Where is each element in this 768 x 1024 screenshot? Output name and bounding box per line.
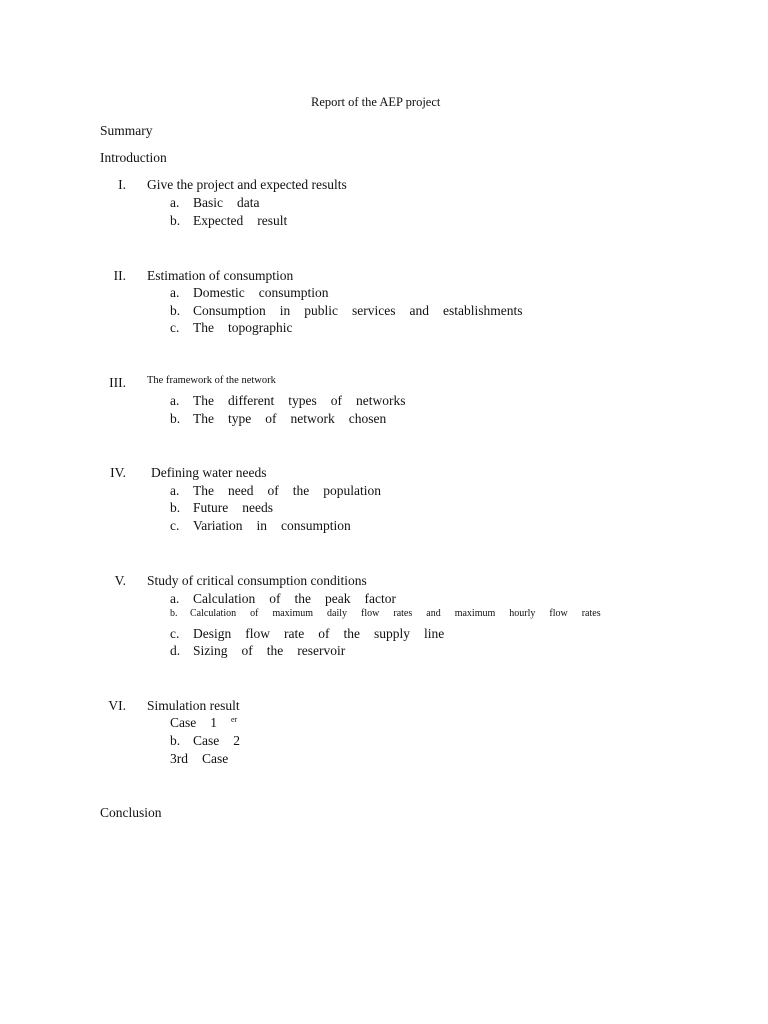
list-marker: b.: [170, 733, 181, 748]
list-marker: a.: [170, 591, 180, 606]
list-item: Calculation of the peak factor: [193, 591, 396, 606]
list-item: Consumption in public services and establishments: [193, 303, 523, 318]
list-item: Basic data: [193, 195, 260, 210]
list-marker: b.: [170, 213, 181, 228]
document-title: Report of the AEP project: [311, 95, 441, 109]
list-item: Variation in consumption: [193, 518, 351, 533]
list-item: The topographic: [193, 320, 293, 335]
list-item: Sizing of the reservoir: [193, 643, 346, 658]
list-item: 3rd Case: [170, 751, 229, 766]
list-item: Design flow rate of the supply line: [193, 626, 445, 641]
section-number: I.: [118, 177, 126, 192]
section-number: VI.: [108, 698, 126, 713]
list-marker: a.: [170, 285, 180, 300]
section-heading: Give the project and expected results: [147, 177, 347, 192]
list-marker: c.: [170, 518, 180, 533]
list-item: Future needs: [193, 500, 273, 515]
heading-conclusion: Conclusion: [100, 805, 162, 820]
section-heading: The framework of the network: [147, 375, 276, 386]
list-item: The need of the population: [193, 483, 381, 498]
list-marker: c.: [170, 320, 180, 335]
list-marker: a.: [170, 483, 180, 498]
section-number: IV.: [110, 465, 126, 480]
section-heading: Study of critical consumption conditions: [147, 573, 367, 588]
list-marker: b.: [170, 608, 178, 619]
list-item: The type of network chosen: [193, 411, 387, 426]
list-marker: b.: [170, 411, 181, 426]
list-item: The different types of networks: [193, 393, 406, 408]
list-item: Domestic consumption: [193, 285, 329, 300]
list-item: Case 2: [193, 733, 240, 748]
list-item: Case 1 $^{er}$: [170, 715, 238, 730]
list-marker: a.: [170, 393, 180, 408]
list-marker: b.: [170, 500, 181, 515]
section-heading: Estimation of consumption: [147, 268, 294, 283]
ordinal-superscript: er: [231, 715, 238, 724]
heading-introduction: Introduction: [100, 150, 167, 165]
list-item: Expected result: [193, 213, 288, 228]
list-marker: c.: [170, 626, 180, 641]
section-heading: Simulation result: [147, 698, 240, 713]
section-number: III.: [109, 375, 126, 390]
list-marker: b.: [170, 303, 181, 318]
section-number: II.: [113, 268, 126, 283]
list-item: Calculation of maximum daily flow rates and maximum hourly flow rates: [190, 608, 601, 619]
heading-summary: Summary: [100, 123, 153, 138]
section-number: V.: [114, 573, 126, 588]
section-heading: Defining water needs: [151, 465, 267, 480]
list-marker: a.: [170, 195, 180, 210]
list-marker: d.: [170, 643, 181, 658]
